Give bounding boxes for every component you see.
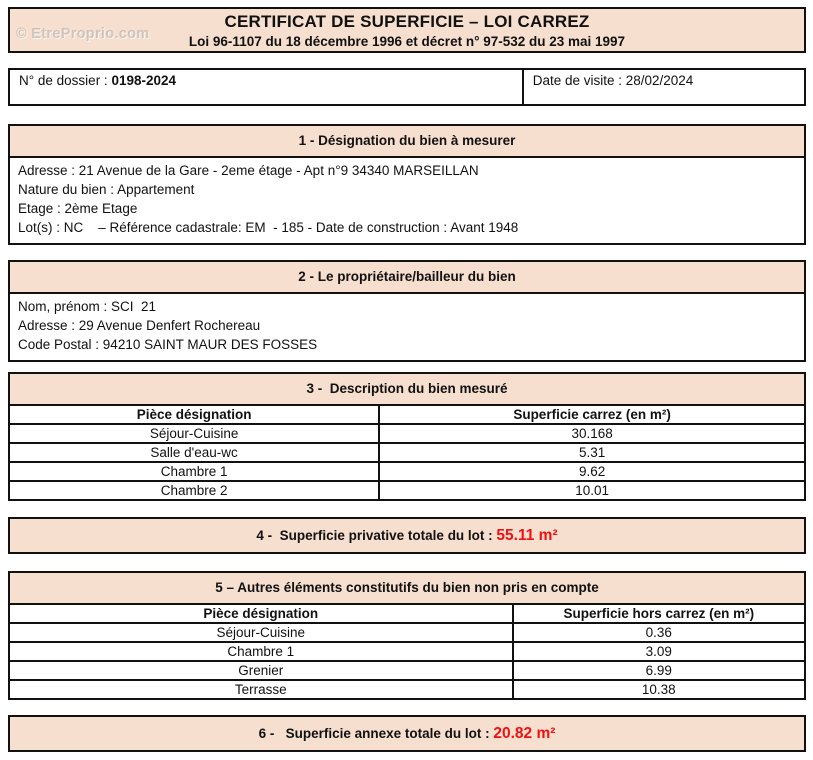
column-header-room: Pièce désignation xyxy=(10,605,513,623)
owner-address-line: Adresse : 29 Avenue Denfert Rochereau xyxy=(18,318,261,333)
dossier-number-value: 0198-2024 xyxy=(111,73,176,88)
table-header-row xyxy=(10,406,804,424)
column-header-room: Pièce désignation xyxy=(10,406,379,424)
visit-date-label: Date de visite : xyxy=(532,73,626,88)
room-name-cell: Chambre 2 xyxy=(10,481,379,499)
room-area-cell: 30.168 xyxy=(379,424,804,443)
certificate-subtitle: Loi 96-1107 du 18 décembre 1996 et décret n° 97-532 du 23 mai 1997 xyxy=(188,34,626,49)
room-name-cell: Terrasse xyxy=(10,680,513,698)
room-area-cell: 3.09 xyxy=(513,642,804,661)
section-other-elements-title: 5 – Autres éléments constitutifs du bien non pris en compte xyxy=(10,573,804,605)
room-area-cell: 10.38 xyxy=(513,680,804,698)
address-line: Adresse : 21 Avenue de la Gare - 2eme étage - Apt n°9 34340 MARSEILLAN xyxy=(18,163,479,178)
room-area-cell: 9.62 xyxy=(379,462,804,481)
section-designation-title: 1 - Désignation du bien à mesurer xyxy=(10,126,804,158)
table-row xyxy=(10,462,804,481)
carrez-area-table xyxy=(10,406,804,499)
column-header-carrez-area: Superficie carrez (en m²) xyxy=(513,407,671,422)
section-designation-body xyxy=(10,158,804,243)
room-area-cell: 10.01 xyxy=(379,481,804,499)
table-header-row xyxy=(10,605,804,623)
section-measured-rooms-title: 3 - Description du bien mesuré xyxy=(10,374,804,406)
visit-date-cell xyxy=(524,70,804,104)
section-owner-body xyxy=(10,294,804,360)
section-private-area-total xyxy=(8,517,806,554)
non-carrez-area-table xyxy=(10,605,804,698)
annex-area-total-label: 6 - Superficie annexe totale du lot : xyxy=(258,726,494,741)
room-name-cell: Grenier xyxy=(10,661,513,680)
table-row xyxy=(10,661,804,680)
visit-date-value: 28/02/2024 xyxy=(625,73,694,88)
section-annex-area-total xyxy=(8,715,806,752)
room-name-cell: Salle d'eau-wc xyxy=(10,443,379,462)
owner-name-line: Nom, prénom : SCI 21 xyxy=(18,299,157,314)
private-area-total-value: 55.11 m² xyxy=(496,526,558,544)
section-other-elements xyxy=(8,571,806,700)
room-name-cell: Séjour-Cuisine xyxy=(10,623,513,642)
dossier-row xyxy=(8,68,806,106)
room-area-cell: 0.36 xyxy=(513,623,804,642)
floor-line: Etage : 2ème Etage xyxy=(18,201,138,216)
annex-area-total-value: 20.82 m² xyxy=(493,724,556,742)
lot-cadastre-line: Lot(s) : NC – Référence cadastrale: EM - 185 - Date de construction : Avant 1948 xyxy=(18,220,519,235)
section-designation xyxy=(8,124,806,245)
table-row xyxy=(10,424,804,443)
room-name-cell: Chambre 1 xyxy=(10,462,379,481)
section-owner xyxy=(8,260,806,362)
etreproprio-watermark: © EtreProprio.com xyxy=(16,26,150,42)
room-name-cell: Séjour-Cuisine xyxy=(10,424,379,443)
owner-postal-line: Code Postal : 94210 SAINT MAUR DES FOSSES xyxy=(18,337,318,352)
table-row xyxy=(10,680,804,698)
room-area-cell: 6.99 xyxy=(513,661,804,680)
room-name-cell: Chambre 1 xyxy=(10,642,513,661)
table-row xyxy=(10,623,804,642)
certificate-header xyxy=(8,7,806,53)
table-row xyxy=(10,443,804,462)
section-owner-title: 2 - Le propriétaire/bailleur du bien xyxy=(10,262,804,294)
certificate-title: CERTIFICAT DE SUPERFICIE – LOI CARREZ xyxy=(224,12,590,31)
section-measured-rooms xyxy=(8,372,806,501)
dossier-number-label: N° de dossier : xyxy=(19,73,112,88)
table-row xyxy=(10,642,804,661)
private-area-total-label: 4 - Superficie privative totale du lot : xyxy=(256,528,497,543)
table-row xyxy=(10,481,804,499)
dossier-number-cell xyxy=(10,70,524,104)
room-area-cell: 5.31 xyxy=(379,443,804,462)
column-header-non-carrez-area: Superficie hors carrez (en m²) xyxy=(563,606,755,621)
property-type-line: Nature du bien : Appartement xyxy=(18,182,195,197)
